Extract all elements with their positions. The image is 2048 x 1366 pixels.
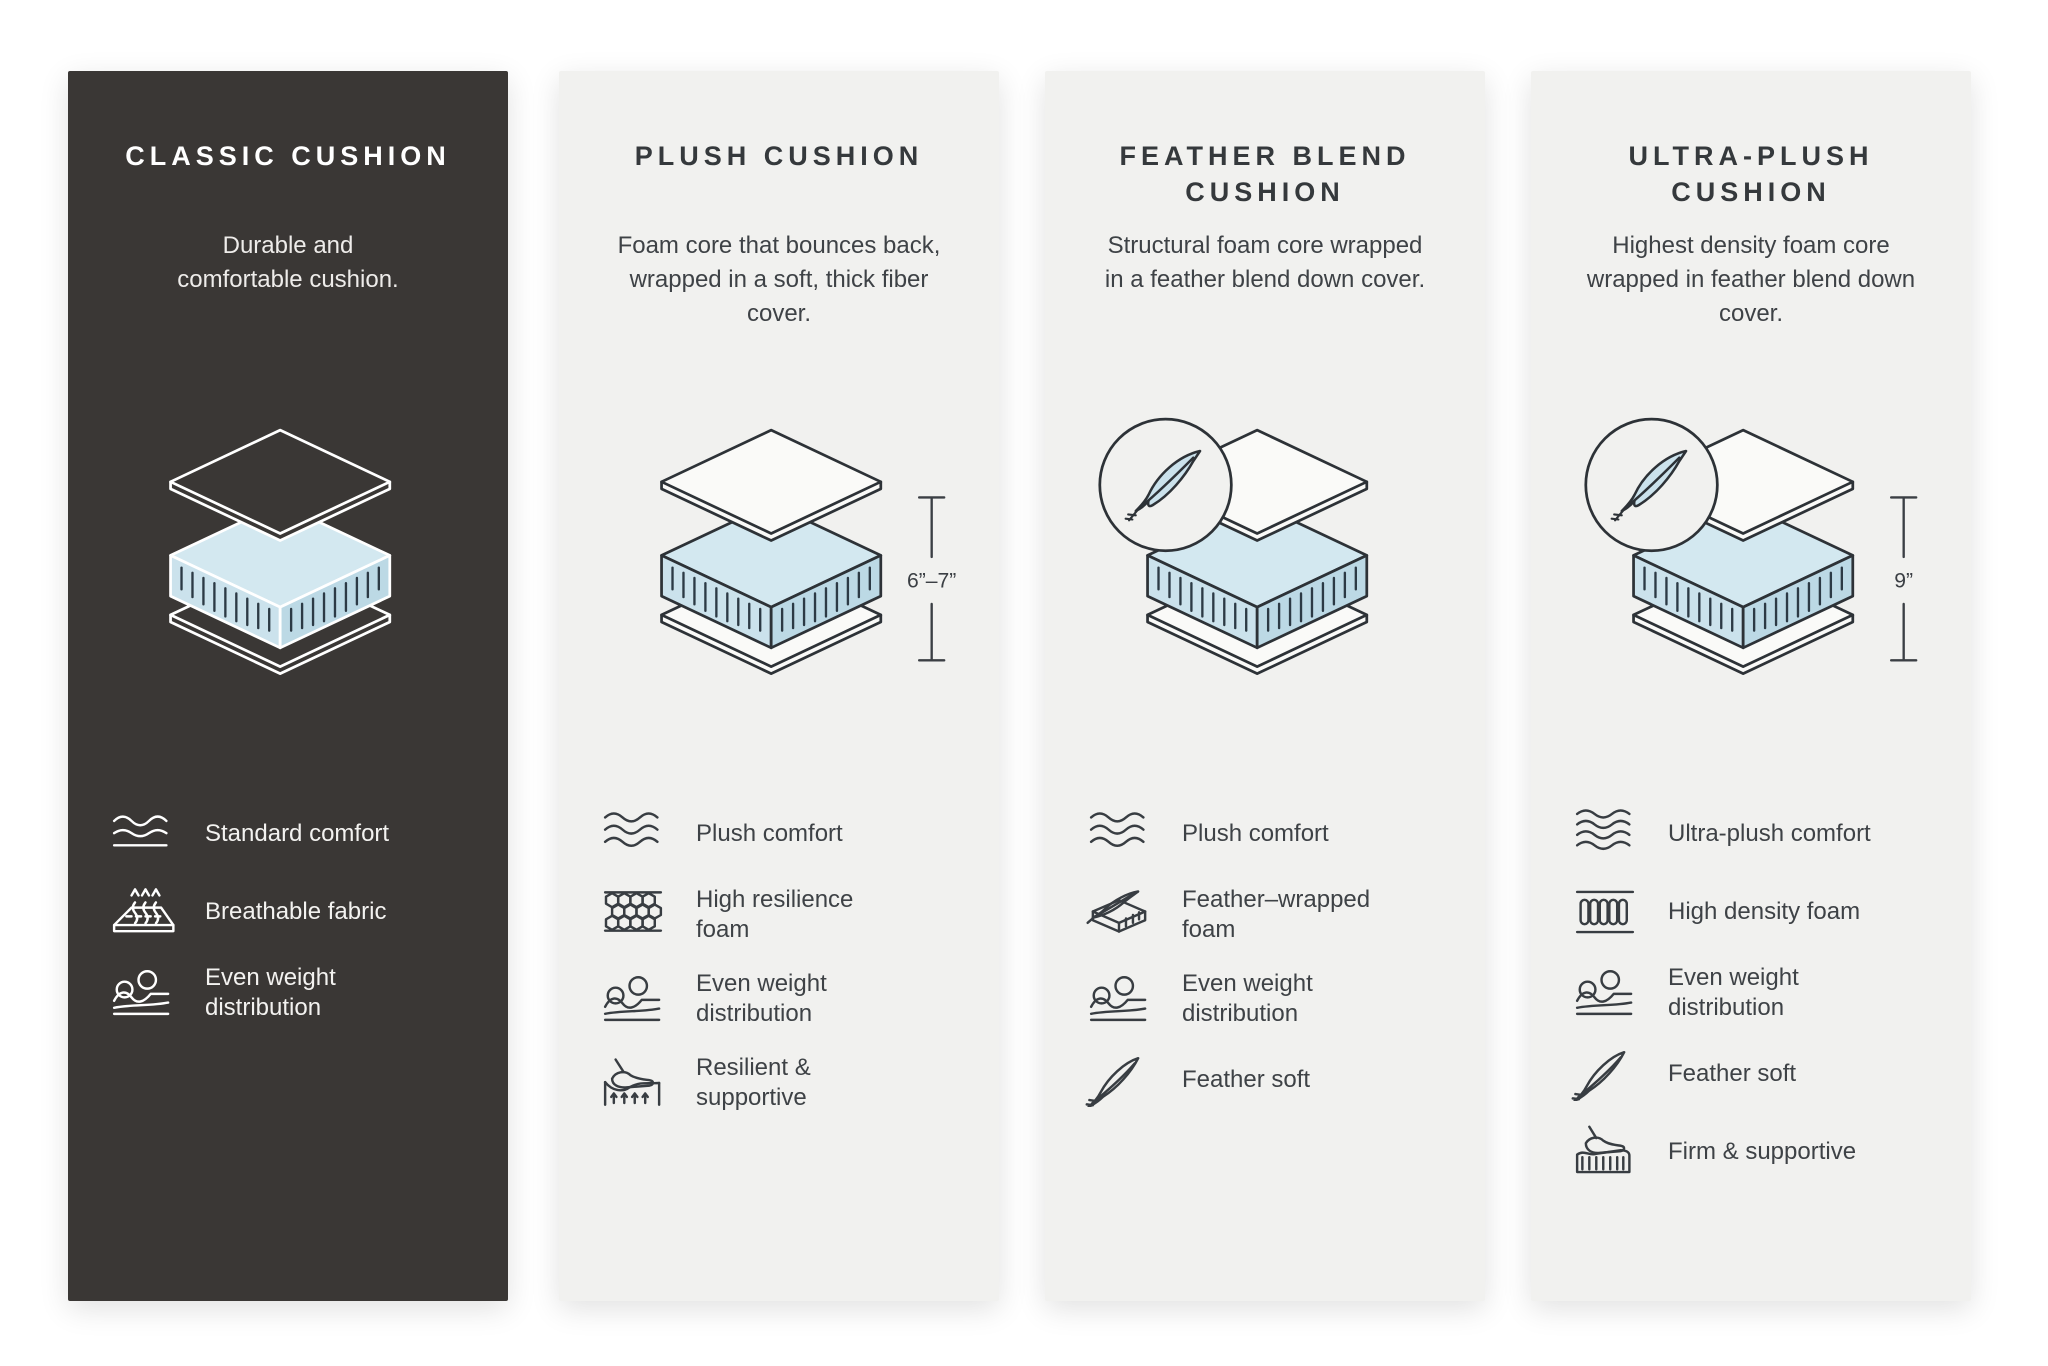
- density-foam-icon: [1570, 885, 1640, 939]
- cushion-panel-classic: [68, 71, 508, 1301]
- feature-row: [107, 963, 475, 1023]
- cushion-stack-svg: [1567, 379, 1935, 724]
- feature-row: [107, 885, 475, 939]
- feature-label: Plush comfort: [696, 820, 843, 847]
- feature-row: [1570, 807, 1938, 861]
- panel-description: Structural foam core wrapped in a feather blend down cover.: [1104, 232, 1426, 293]
- feature-row: [1570, 1125, 1938, 1179]
- feature-label: Breathable fabric: [205, 898, 387, 925]
- feature-row: [1570, 885, 1938, 939]
- even-weight-icon: [107, 966, 177, 1020]
- feature-row: [1084, 885, 1452, 945]
- panel-description: Foam core that bounces back, wrapped in a soft, thick fiber cover.: [617, 232, 941, 327]
- waves-standard-icon: [107, 807, 177, 861]
- honeycomb-foam-icon: [598, 888, 668, 942]
- feature-label: Feather–wrapped foam: [1182, 886, 1371, 943]
- waves-ultra-icon: [1570, 807, 1640, 861]
- feature-row: [1084, 969, 1452, 1029]
- breathable-fabric-icon: [107, 885, 177, 939]
- resilient-support-icon: [598, 1056, 668, 1110]
- cushion-stack-illustration: [595, 341, 963, 761]
- thickness-dimension: [907, 497, 956, 660]
- panel-description: Durable and comfortable cushion.: [177, 232, 399, 293]
- feature-list: [1078, 807, 1452, 1107]
- cushion-stack-svg: [595, 379, 963, 724]
- feature-row: [1084, 807, 1452, 861]
- feature-list: [1564, 807, 1938, 1179]
- even-weight-icon: [598, 972, 668, 1026]
- feature-label: High resilience foam: [696, 886, 854, 943]
- panel-title: ULTRA-PLUSH CUSHION: [1628, 141, 1874, 207]
- feather-wrapped-foam-icon: [1084, 888, 1154, 942]
- feature-label: Even weight distribution: [205, 964, 336, 1021]
- feature-label: High density foam: [1668, 898, 1861, 925]
- waves-plush-icon: [598, 807, 668, 861]
- feather-icon: [1084, 1053, 1154, 1107]
- feature-label: Firm & supportive: [1668, 1138, 1857, 1165]
- feature-label: Plush comfort: [1182, 820, 1329, 847]
- cushion-stack-illustration: [1081, 341, 1449, 761]
- feather-icon: [1570, 1047, 1640, 1101]
- feature-label: Even weight distribution: [1182, 970, 1313, 1027]
- firm-support-icon: [1570, 1125, 1640, 1179]
- panel-title: PLUSH CUSHION: [634, 141, 924, 171]
- feature-label: Feather soft: [1182, 1066, 1311, 1093]
- cushion-panel-feather-blend: [1045, 71, 1485, 1301]
- thickness-dimension: [1891, 497, 1916, 660]
- feature-row: [598, 969, 966, 1029]
- feather-badge-icon: [1100, 419, 1232, 551]
- feature-label: Ultra-plush comfort: [1668, 820, 1871, 847]
- feature-label: Even weight distribution: [1668, 964, 1799, 1021]
- feature-row: [1570, 1047, 1938, 1101]
- thickness-label: 6”–7”: [907, 569, 957, 593]
- waves-plush-icon: [1084, 807, 1154, 861]
- feature-row: [1084, 1053, 1452, 1107]
- even-weight-icon: [1570, 966, 1640, 1020]
- feature-label: Standard comfort: [205, 820, 390, 847]
- cushion-stack-svg: [1081, 379, 1449, 724]
- even-weight-icon: [1084, 972, 1154, 1026]
- cushion-panel-plush: [559, 71, 999, 1301]
- feature-label: Even weight distribution: [696, 970, 827, 1027]
- cushion-stack-illustration: [1567, 341, 1935, 761]
- feather-badge-icon: [1586, 419, 1718, 551]
- feature-row: [598, 1053, 966, 1113]
- feature-row: [598, 885, 966, 945]
- thickness-label: 9”: [1894, 569, 1914, 593]
- feature-list: [592, 807, 966, 1113]
- feature-label: Resilient & supportive: [696, 1054, 811, 1111]
- panel-title: FEATHER BLEND CUSHION: [1119, 141, 1411, 207]
- feature-row: [1570, 963, 1938, 1023]
- cushion-stack-illustration: [104, 341, 472, 761]
- panel-title: CLASSIC CUSHION: [125, 141, 451, 171]
- panel-description: Highest density foam core wrapped in feather blend down cover.: [1586, 232, 1916, 327]
- cushion-panel-ultra-plush: [1531, 71, 1971, 1301]
- feature-label: Feather soft: [1668, 1060, 1797, 1087]
- cushion-stack-svg: [104, 379, 472, 724]
- feature-list: [101, 807, 475, 1023]
- feature-row: [107, 807, 475, 861]
- feature-row: [598, 807, 966, 861]
